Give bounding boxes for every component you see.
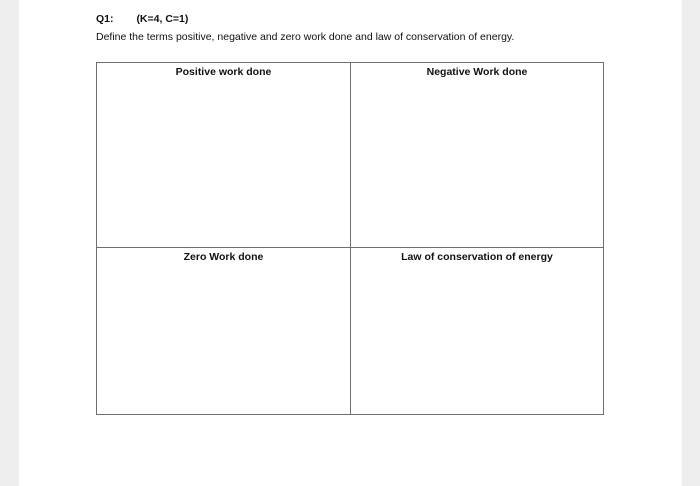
cell-heading: Negative Work done xyxy=(426,66,528,78)
answer-cell-zero-work[interactable] xyxy=(97,248,351,414)
cell-heading: Law of conservation of energy xyxy=(401,251,553,263)
question-header xyxy=(96,13,188,25)
question-marks: (K=4, C=1) xyxy=(136,13,189,25)
answer-cell-negative-work[interactable] xyxy=(351,63,603,248)
cell-heading: Positive work done xyxy=(175,66,272,78)
question-number: Q1: xyxy=(96,13,114,25)
question-instruction: Define the terms positive, negative and zero work done and law of conservation of energy. xyxy=(96,31,515,43)
answer-cell-conservation-energy[interactable] xyxy=(351,248,603,414)
cell-heading: Zero Work done xyxy=(183,251,264,263)
answer-table xyxy=(96,62,604,415)
answer-cell-positive-work[interactable] xyxy=(97,63,351,248)
